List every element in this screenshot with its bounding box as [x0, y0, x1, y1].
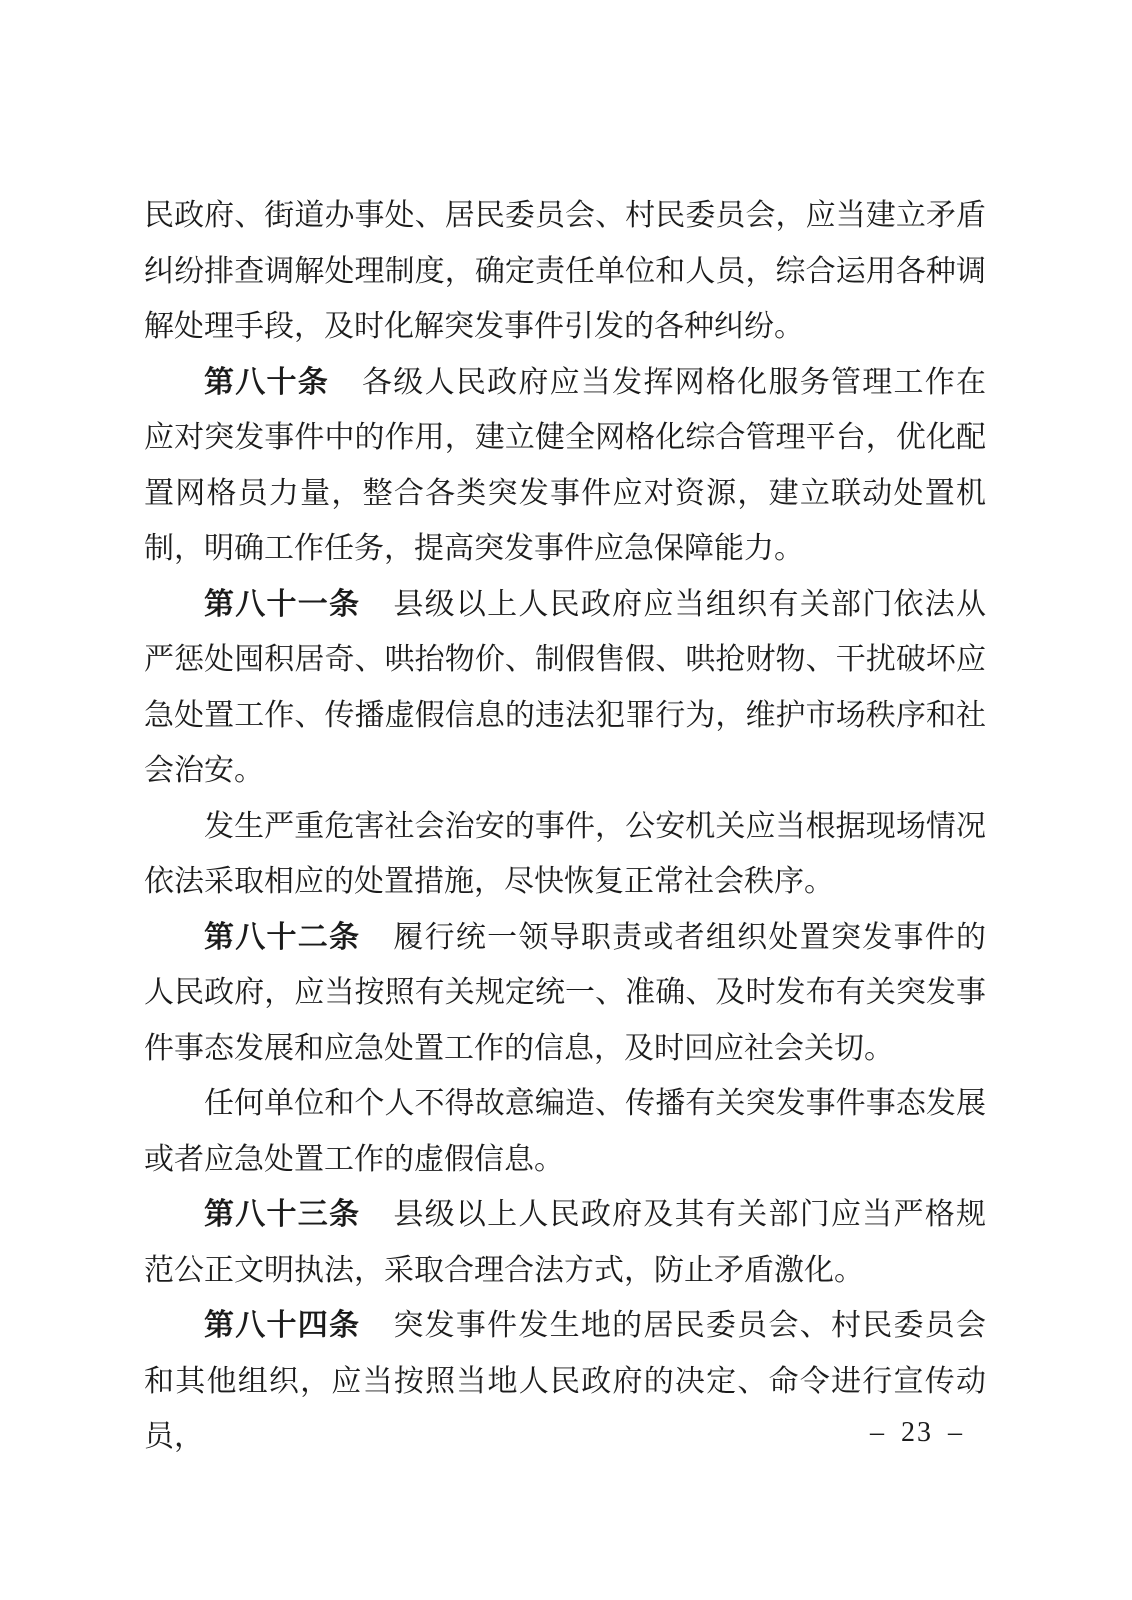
paragraph-article-80 — [144, 355, 986, 577]
article-number: 第八十条 — [204, 365, 330, 399]
paragraph-text: 县级以上人民政府应当组织有关部门依法从严惩处囤积居奇、哄抬物价、制假售假、哄抢财物、干扰破坏应急处置工作、传播虚假信息的违法犯罪行为，维护市场秩序和社会治安。 — [144, 587, 987, 787]
paragraph-article-83 — [144, 1187, 986, 1298]
paragraph-text: 发生严重危害社会治安的事件，公安机关应当根据现场情况依法采取相应的处置措施，尽快恢复正常社会秩序。 — [144, 809, 986, 898]
paragraph-text: 履行统一领导职责或者组织处置突发事件的人民政府，应当按照有关规定统一、准确、及时发布有关突发事件事态发展和应急处置工作的信息，及时回应社会关切。 — [144, 920, 987, 1065]
article-number: 第八十二条 — [204, 920, 361, 954]
paragraph-continuation — [144, 188, 986, 355]
article-number: 第八十四条 — [204, 1309, 361, 1342]
paragraph-text: 各级人民政府应当发挥网格化服务管理工作在应对突发事件中的作用，建立健全网格化综合管理平台，优化配置网格员力量，整合各类突发事件应对资源，建立联动处置机制，明确工作任务，提高突发事件应急保障能力。 — [144, 365, 987, 565]
paragraph-article-82 — [144, 910, 986, 1077]
paragraph-plain — [144, 1076, 986, 1187]
paragraph-text: 民政府、街道办事处、居民委员会、村民委员会，应当建立矛盾纠纷排查调解处理制度，确定责任单位和人员，综合运用各种调解处理手段，及时化解突发事件引发的各种纠纷。 — [144, 199, 986, 343]
paragraph-text: 县级以上人民政府及其有关部门应当严格规范公正文明执法，采取合理合法方式，防止矛盾激化。 — [144, 1198, 987, 1287]
document-body — [144, 188, 986, 1465]
paragraph-plain — [144, 799, 986, 910]
paragraph-article-81 — [144, 577, 986, 799]
paragraph-text: 突发事件发生地的居民委员会、村民委员会和其他组织，应当按照当地人民政府的决定、命令进行宣传动员， — [144, 1309, 987, 1453]
paragraph-article-84 — [144, 1298, 986, 1465]
page-number: – 23 – — [870, 1417, 964, 1448]
paragraph-text: 任何单位和个人不得故意编造、传播有关突发事件事态发展或者应急处置工作的虚假信息。 — [144, 1087, 986, 1176]
article-number: 第八十三条 — [204, 1198, 361, 1231]
article-number: 第八十一条 — [204, 587, 361, 621]
